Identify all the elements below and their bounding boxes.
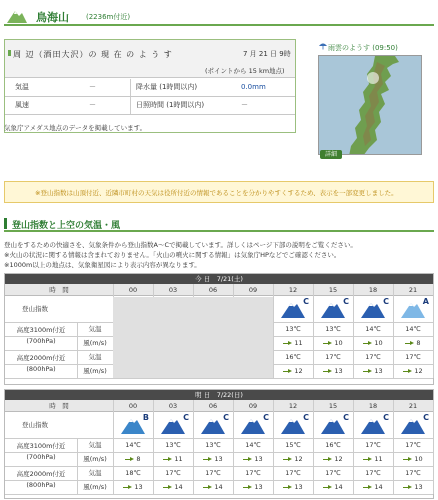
index-letter: C [423, 413, 429, 422]
page-subtitle: (2236m付近) [86, 13, 131, 21]
bullet-icon [8, 50, 11, 56]
hour-cell: 15 [328, 286, 338, 294]
wind-value: 11 [374, 455, 383, 463]
temp-cell: 17℃ [365, 469, 381, 477]
mountain-icon [6, 6, 28, 24]
wind-arrow-icon [403, 485, 412, 490]
page-title: 鳥海山 [36, 11, 69, 24]
temp-cell: 17℃ [325, 353, 341, 361]
climbing-index-icon [399, 415, 427, 435]
section-desc: ※火山の状況に関する情報は含まれておりません。「火山の噴火に関する情報」は気象庁HPなどでご確認ください。 [4, 251, 341, 259]
wind-value: 13 [414, 483, 423, 491]
hour-cell: 21 [408, 286, 418, 294]
time-label: 時 間 [49, 402, 69, 410]
wind-cell [393, 339, 433, 347]
wind-cell [313, 339, 353, 347]
wind-value: 10 [374, 339, 383, 347]
climbing-index-icon [399, 299, 427, 319]
wind-cell [313, 367, 353, 375]
row-sub-label: 気温 [88, 325, 102, 333]
table-date: 明 日 7/22(日) [5, 390, 433, 400]
hour-row [5, 400, 433, 412]
temp-cell: 15℃ [285, 441, 301, 449]
hour-cell: 09 [248, 286, 258, 294]
climbing-index-icon [319, 299, 347, 319]
col-divider [433, 400, 434, 494]
col-divider [433, 284, 434, 378]
wind-label: 風速 [15, 101, 29, 109]
row-divider [5, 438, 433, 439]
wind-arrow-icon [283, 369, 292, 374]
empty-cell [233, 297, 273, 378]
wind-arrow-icon [323, 369, 332, 374]
wind-value: 12 [294, 367, 303, 375]
alt1-label: 高度3100m付近 [16, 326, 66, 334]
wind-cell [273, 339, 313, 347]
hour-cell: 18 [368, 286, 378, 294]
hour-cell: 06 [208, 402, 218, 410]
hour-cell: 06 [208, 286, 218, 294]
wind-arrow-icon [405, 341, 414, 346]
section-heading [4, 216, 434, 232]
alt1-label: 高度3100m付近 [16, 442, 66, 450]
temp-cell: 16℃ [325, 441, 341, 449]
wind-cell [193, 455, 233, 463]
time-label: 時 間 [49, 286, 69, 294]
wind-value: 12 [294, 455, 303, 463]
wind-cell [273, 455, 313, 463]
wind-value: 8 [416, 339, 421, 347]
row-sub-label: 気温 [88, 441, 102, 449]
section-desc: 登山をするための快適さを、気象条件から登山指数A～Cで掲載しています。詳しくはページ下部の説明をご覧ください。 [4, 241, 357, 249]
index-letter: C [343, 413, 349, 422]
index-label: 登山指数 [22, 305, 48, 313]
temp-cell: 13℃ [325, 325, 341, 333]
current-point: (ポイントから 15 km地点) [205, 67, 285, 75]
radar-label: 雨雲のようす (09:50) [328, 44, 398, 52]
current-note: 気象庁アメダス地点のデータを掲載しています。 [4, 124, 147, 132]
index-letter: C [223, 413, 229, 422]
forecast-table-today [4, 273, 434, 385]
wind-arrow-icon [125, 457, 134, 462]
page-header [4, 4, 434, 26]
temp-value: － [89, 83, 96, 91]
temp-cell: 17℃ [365, 353, 381, 361]
temp-cell: 14℃ [405, 325, 421, 333]
wind-cell [353, 339, 393, 347]
hour-cell: 15 [328, 402, 338, 410]
wind-value: 13 [294, 483, 303, 491]
climbing-index-icon [119, 415, 147, 435]
map-image [319, 56, 422, 155]
alt2-hpa-label: (800hPa) [26, 365, 56, 373]
wind-arrow-icon [323, 341, 332, 346]
temp-cell: 17℃ [205, 469, 221, 477]
wind-arrow-icon [243, 485, 252, 490]
wind-cell [193, 483, 233, 491]
temp-cell: 17℃ [405, 441, 421, 449]
wind-value: 10 [414, 455, 423, 463]
row-sub-label: 風(m/s) [83, 339, 107, 347]
wind-value: 11 [174, 455, 183, 463]
row-sub-label: 気温 [88, 353, 102, 361]
wind-value: 13 [214, 455, 223, 463]
row-sub-label: 風(m/s) [83, 455, 107, 463]
hour-cell: 03 [168, 402, 178, 410]
hour-row [5, 284, 433, 296]
wind-arrow-icon [403, 369, 412, 374]
temp-cell: 14℃ [125, 441, 141, 449]
climbing-index-icon [319, 415, 347, 435]
section-desc: ※1000m以上の地点は、気象衛星図により表示内容が異なります。 [4, 261, 201, 269]
climbing-index-icon [239, 415, 267, 435]
temp-cell: 17℃ [405, 353, 421, 361]
wind-value: 13 [254, 483, 263, 491]
index-letter: C [383, 297, 389, 306]
hour-cell: 12 [288, 286, 298, 294]
climbing-index-icon [159, 415, 187, 435]
wind-cell [393, 367, 433, 375]
row-divider [5, 466, 433, 467]
wind-value: 8 [136, 455, 141, 463]
precip-label: 降水量 (1時間以内) [136, 83, 198, 91]
wind-arrow-icon [363, 369, 372, 374]
index-letter: C [303, 413, 309, 422]
current-row [5, 97, 295, 115]
hour-cell: 03 [168, 286, 178, 294]
wind-value: 13 [334, 367, 343, 375]
wind-arrow-icon [363, 485, 372, 490]
temp-cell: 13℃ [165, 441, 181, 449]
forecast-table-tomorrow [4, 389, 434, 499]
notice-box [4, 181, 434, 203]
hour-cell: 00 [128, 402, 138, 410]
temp-cell: 17℃ [325, 469, 341, 477]
index-letter: C [303, 297, 309, 306]
wind-arrow-icon [163, 485, 172, 490]
wind-cell [393, 483, 433, 491]
current-conditions [4, 39, 296, 133]
wind-value: 11 [294, 339, 303, 347]
sunshine-label: 日照時間 (1時間以内) [136, 101, 205, 109]
wind-value: 14 [374, 483, 383, 491]
wind-value: 14 [334, 483, 343, 491]
col-divider [77, 322, 78, 378]
index-letter: C [183, 413, 189, 422]
alt1-hpa-label: (700hPa) [26, 453, 56, 461]
wind-arrow-icon [243, 457, 252, 462]
wind-value: 14 [214, 483, 223, 491]
umbrella-icon [319, 42, 327, 50]
hour-cell: 18 [368, 402, 378, 410]
wind-cell [273, 483, 313, 491]
empty-cell [193, 297, 233, 378]
wind-arrow-icon [203, 457, 212, 462]
radar-map[interactable] [318, 55, 422, 155]
empty-cell [113, 297, 153, 378]
current-row [5, 79, 295, 97]
wind-cell [273, 367, 313, 375]
temp-cell: 18℃ [125, 469, 141, 477]
wind-cell [233, 455, 273, 463]
wind-cell [353, 483, 393, 491]
hour-cell: 12 [288, 402, 298, 410]
index-label: 登山指数 [22, 421, 48, 429]
hour-cell: 21 [408, 402, 418, 410]
col-divider [77, 438, 78, 494]
row-divider [5, 378, 433, 379]
alt2-hpa-label: (800hPa) [26, 481, 56, 489]
wind-cell [353, 367, 393, 375]
climbing-index-icon [279, 299, 307, 319]
index-letter: C [263, 413, 269, 422]
section-title: 登山指数と上空の気温・風 [12, 221, 121, 231]
notice-text: ※登山指数は山頂付近、近隣市町村の天気は役所付近の情報であることを分かりやすくするため、表示を一部変更しました。 [35, 189, 398, 197]
climbing-index-icon [279, 415, 307, 435]
wind-arrow-icon [203, 485, 212, 490]
temp-cell: 13℃ [285, 325, 301, 333]
wind-cell [113, 455, 153, 463]
current-title: 周 辺（酒田大沢）の 現 在 の よ う す [13, 50, 173, 59]
wind-cell [233, 483, 273, 491]
index-letter: C [343, 297, 349, 306]
index-letter: B [142, 413, 149, 422]
wind-cell [393, 455, 433, 463]
temp-cell: 14℃ [245, 441, 261, 449]
wind-arrow-icon [123, 485, 132, 490]
hour-cell: 00 [128, 286, 138, 294]
wind-value: 10 [334, 339, 343, 347]
temp-cell: 17℃ [365, 441, 381, 449]
temp-cell: 17℃ [245, 469, 261, 477]
alt2-label: 高度2000m付近 [16, 470, 66, 478]
temp-cell: 17℃ [285, 469, 301, 477]
precip-value: 0.0mm [241, 83, 266, 91]
wind-cell [313, 455, 353, 463]
wind-arrow-icon [323, 457, 332, 462]
row-sub-label: 気温 [88, 469, 102, 477]
wind-value: 12 [334, 455, 343, 463]
wind-value: 14 [174, 483, 183, 491]
wind-arrow-icon [283, 457, 292, 462]
table-date: 今 日 7/21(土) [5, 274, 433, 284]
wind-cell [153, 455, 193, 463]
temp-cell: 16℃ [285, 353, 301, 361]
wind-arrow-icon [283, 341, 292, 346]
temp-cell: 14℃ [365, 325, 381, 333]
wind-value: － [89, 101, 96, 109]
row-sub-label: 風(m/s) [83, 367, 107, 375]
climbing-index-icon [199, 415, 227, 435]
climbing-index-icon [359, 415, 387, 435]
wind-value: 13 [254, 455, 263, 463]
section-bar [4, 218, 7, 229]
temp-cell: 17℃ [165, 469, 181, 477]
row-divider [5, 494, 433, 495]
wind-arrow-icon [363, 341, 372, 346]
temp-cell: 13℃ [205, 441, 221, 449]
climbing-index-icon [359, 299, 387, 319]
index-letter: A [422, 297, 429, 306]
wind-arrow-icon [363, 457, 372, 462]
sunshine-value: － [241, 101, 248, 109]
wind-cell [353, 455, 393, 463]
wind-value: 13 [374, 367, 383, 375]
alt1-hpa-label: (700hPa) [26, 337, 56, 345]
alt2-label: 高度2000m付近 [16, 354, 66, 362]
wind-value: 12 [414, 367, 423, 375]
hour-cell: 09 [248, 402, 258, 410]
index-letter: C [383, 413, 389, 422]
empty-cell [153, 297, 193, 378]
wind-cell [313, 483, 353, 491]
temp-cell: 17℃ [405, 469, 421, 477]
wind-arrow-icon [163, 457, 172, 462]
current-date: 7 月 21 日 9時 [243, 50, 291, 58]
wind-cell [113, 483, 153, 491]
wind-arrow-icon [403, 457, 412, 462]
temp-label: 気温 [15, 83, 29, 91]
row-sub-label: 風(m/s) [83, 483, 107, 491]
current-header [5, 40, 295, 78]
wind-cell [153, 483, 193, 491]
radar-detail-button[interactable]: 詳細 [320, 150, 342, 159]
wind-value: 13 [134, 483, 143, 491]
wind-arrow-icon [323, 485, 332, 490]
wind-arrow-icon [283, 485, 292, 490]
